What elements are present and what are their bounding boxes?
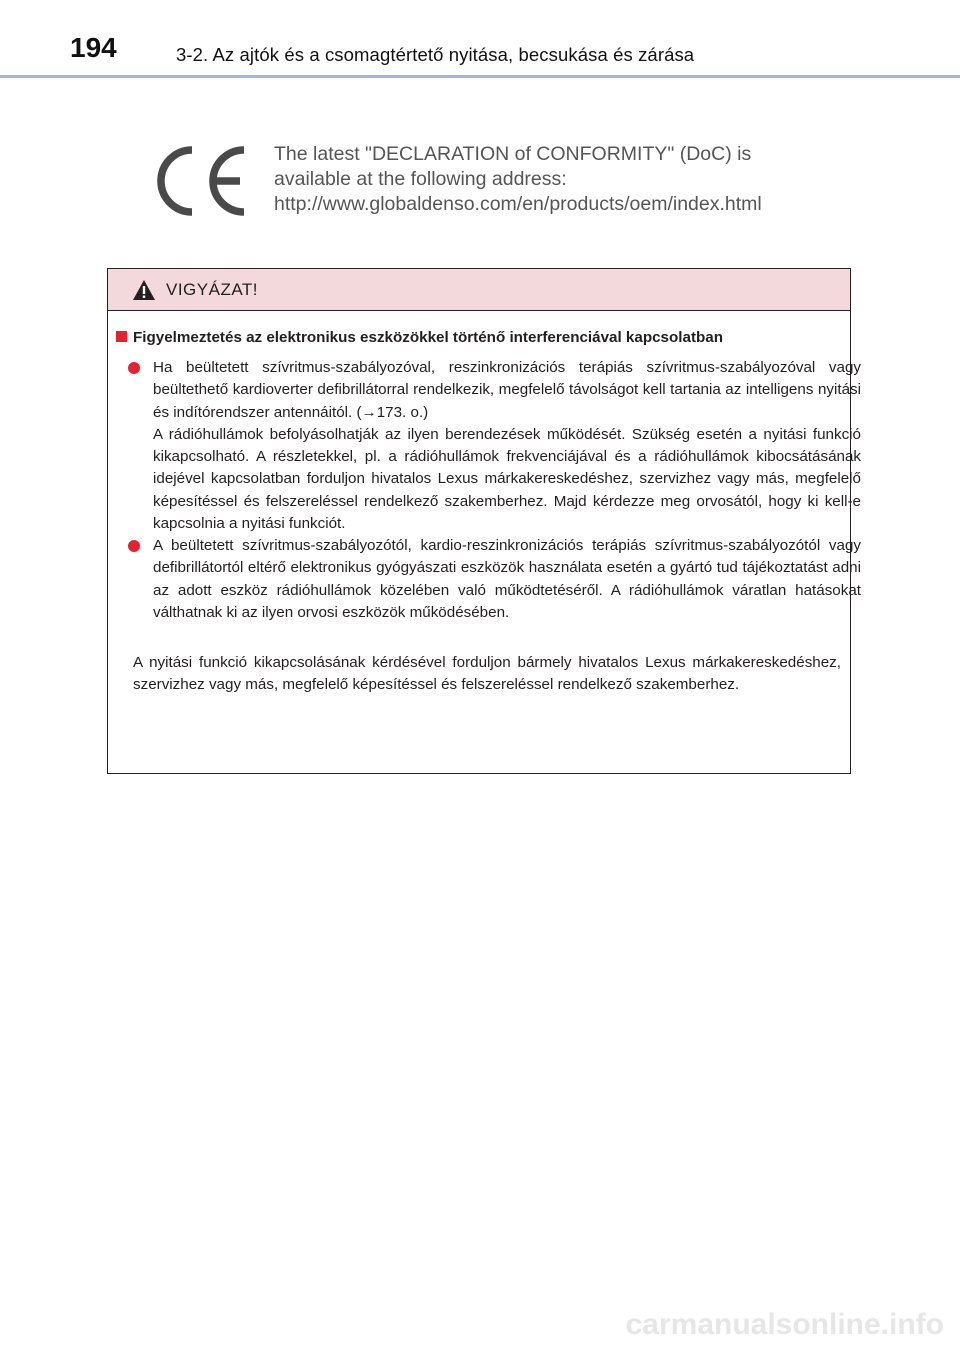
svg-text:carmanualsonline.info: carmanualsonline.info (625, 1308, 944, 1341)
page-number: 194 (70, 32, 117, 63)
subheading-text: Figyelmeztetés az elektronikus eszközökkel történő interferenciával kapcsolatban (133, 329, 723, 346)
square-bullet-icon (116, 331, 127, 342)
watermark-logo (506, 1304, 946, 1344)
warning-subheading (116, 327, 723, 349)
closing-paragraph (133, 652, 841, 697)
warning-triangle-icon (132, 279, 156, 301)
warning-header (108, 269, 850, 311)
bullet-dot-icon (128, 540, 140, 552)
paragraph: A nyitási funkció kikapcsolásának kérdésével forduljon bármely hivatalos Lexus márkakereskedéshez, szervizhez vagy más, megfelelő képesítéssel és felszereléssel rendelkező szakemberhez. (133, 654, 841, 694)
list-item-text (153, 535, 861, 624)
paragraph: Ha beültetett szívritmus-szabályozóval, reszinkronizációs terápiás szívritmus-szabályozóval vagy beültethető kardioverter defibrillátorral rendelkezik, megfelelő távolságot kell tartania az intelligens nyitási és indítórendszer antennáitól. (→173. o.) (153, 359, 861, 421)
warning-box (107, 268, 861, 774)
paragraph: A rádióhullámok befolyásolhatják az ilyen berendezések működését. Szükség esetén a nyitási funkció kikapcsolható. A részletekkel, pl. a rádióhullámok frekvenciájával és a rádióhullámok kibocsátásának idejével kapcsolatban forduljon hivatalos Lexus márkakereskedéshez, szervizhez vagy más, megfelelő képesítéssel és felszereléssel rendelkező szakemberhez. Majd kérdezze meg orvosától, hogy ki kell-e kapcsolnia a nyitási funkciót. (153, 425, 861, 533)
header-divider (0, 75, 960, 78)
ce-mark-logo (150, 144, 250, 218)
paragraph: A beültetett szívritmus-szabályozótól, kardio-reszinkronizációs terápiás szívritmus-szabályozótól vagy defibrillátortól eltérő elektronikus gyógyászati eszközök használata esetén a gyártó tud tájékoztatást adni az adott eszköz rádióhullámok közelében való működtetéséről. A rádióhullámok váratlan hatásokat válthatnak ki az ilyen orvosi eszközök működésében. (153, 537, 861, 621)
conformity-url: http://www.globaldenso.com/en/products/oem/index.html (274, 193, 762, 215)
warning-title: VIGYÁZAT! (166, 280, 259, 299)
conformity-text (274, 142, 762, 217)
bullet-dot-icon (128, 362, 140, 374)
conformity-line: The latest "DECLARATION of CONFORMITY" (DoC) is (274, 143, 752, 165)
list-item-text (153, 357, 861, 535)
page-header (0, 0, 960, 80)
section-title: 3-2. Az ajtók és a csomagtértető nyitása, becsukása és zárása (176, 44, 695, 65)
ce-conformity-notice (150, 140, 820, 220)
conformity-line: available at the following address: (274, 168, 567, 190)
